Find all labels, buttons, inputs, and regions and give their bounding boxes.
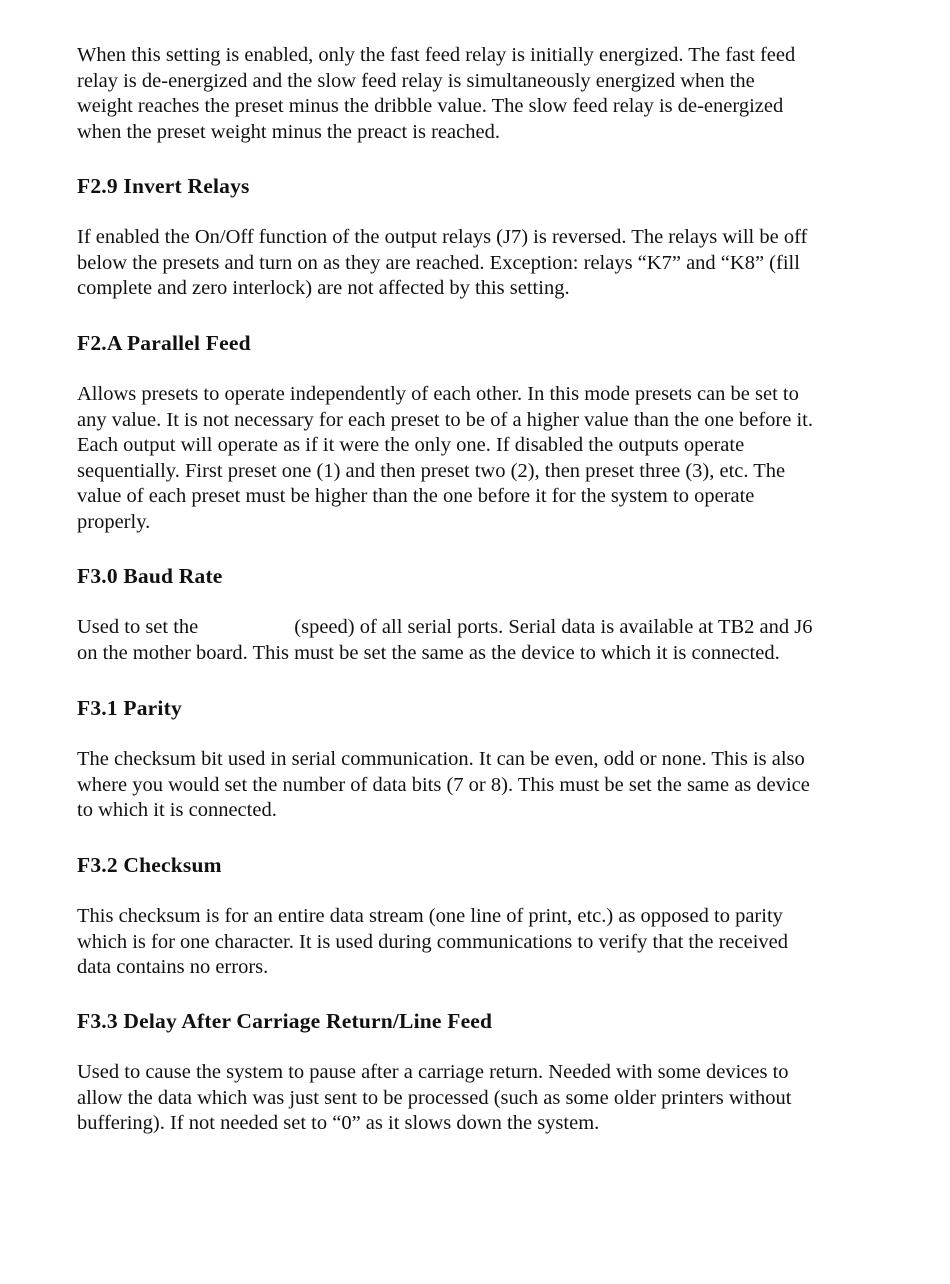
text-line: If enabled the On/Off function of the output relays (J7) is reversed. The relays will be off	[77, 226, 808, 248]
text-fragment: (speed) of all serial ports. Serial data is available at TB2 and J6	[294, 616, 813, 638]
text-fragment: Used to set the	[77, 616, 199, 638]
section-paragraph-f3-2	[77, 904, 788, 981]
text-line: below the presets and turn on as they are reached. Exception: relays “K7” and “K8” (fill	[77, 251, 800, 274]
text-line: This checksum is for an entire data stream (one line of print, etc.) as opposed to parity	[77, 905, 783, 927]
text-line: complete and zero interlock) are not affected by this setting.	[77, 277, 570, 299]
section-heading-f3-0: F3.0 Baud Rate	[77, 564, 223, 588]
section-paragraph-f3-1	[77, 747, 810, 824]
text-line: buffering). If not needed set to “0” as it slows down the system.	[77, 1112, 600, 1134]
section-paragraph-f3-3	[77, 1060, 792, 1137]
text-line: on the mother board. This must be set the same as the device to which it is connected.	[77, 641, 780, 664]
text-line: Allows presets to operate independently of each other. In this mode presets can be set to	[77, 383, 799, 405]
text-line: sequentially. First preset one (1) and then preset two (2), then preset three (3), etc. The	[77, 459, 786, 482]
section-heading-f2-9: F2.9 Invert Relays	[77, 174, 250, 198]
text-line: any value. It is not necessary for each preset to be of a higher value than the one before it.	[77, 408, 813, 431]
text-line: value of each preset must be higher than the one before it for the system to operate	[77, 485, 755, 507]
text-line: The checksum bit used in serial communication. It can be even, odd or none. This is also	[77, 748, 805, 770]
text-line: When this setting is enabled, only the fast feed relay is initially energized. The fast feed	[77, 44, 796, 66]
section-heading-f3-1: F3.1 Parity	[77, 696, 182, 720]
text-line	[77, 615, 813, 641]
text-line: to which it is connected.	[77, 799, 277, 821]
text-line: data contains no errors.	[77, 956, 269, 978]
intro-paragraph	[77, 43, 795, 145]
section-heading-f3-3: F3.3 Delay After Carriage Return/Line Feed	[77, 1009, 493, 1033]
text-line: weight reaches the preset minus the dribble value. The slow feed relay is de-energized	[77, 95, 784, 117]
section-paragraph-f3-0	[77, 615, 813, 666]
text-line: relay is de-energized and the slow feed relay is simultaneously energized when the	[77, 69, 755, 92]
text-line: where you would set the number of data bits (7 or 8). This must be set the same as device	[77, 773, 810, 796]
section-heading-f3-2: F3.2 Checksum	[77, 853, 222, 877]
text-line: when the preset weight minus the preact is reached.	[77, 120, 500, 143]
text-line: Used to cause the system to pause after a carriage return. Needed with some devices to	[77, 1061, 789, 1083]
text-line: Each output will operate as if it were the only one. If disabled the outputs operate	[77, 434, 745, 456]
text-line: allow the data which was just sent to be processed (such as some older printers without	[77, 1086, 792, 1109]
section-heading-f2-a: F2.A Parallel Feed	[77, 331, 251, 355]
text-line: properly.	[77, 510, 151, 533]
text-line: which is for one character. It is used during communications to verify that the received	[77, 930, 789, 953]
section-paragraph-f2-a	[77, 382, 813, 535]
section-paragraph-f2-9	[77, 225, 807, 302]
